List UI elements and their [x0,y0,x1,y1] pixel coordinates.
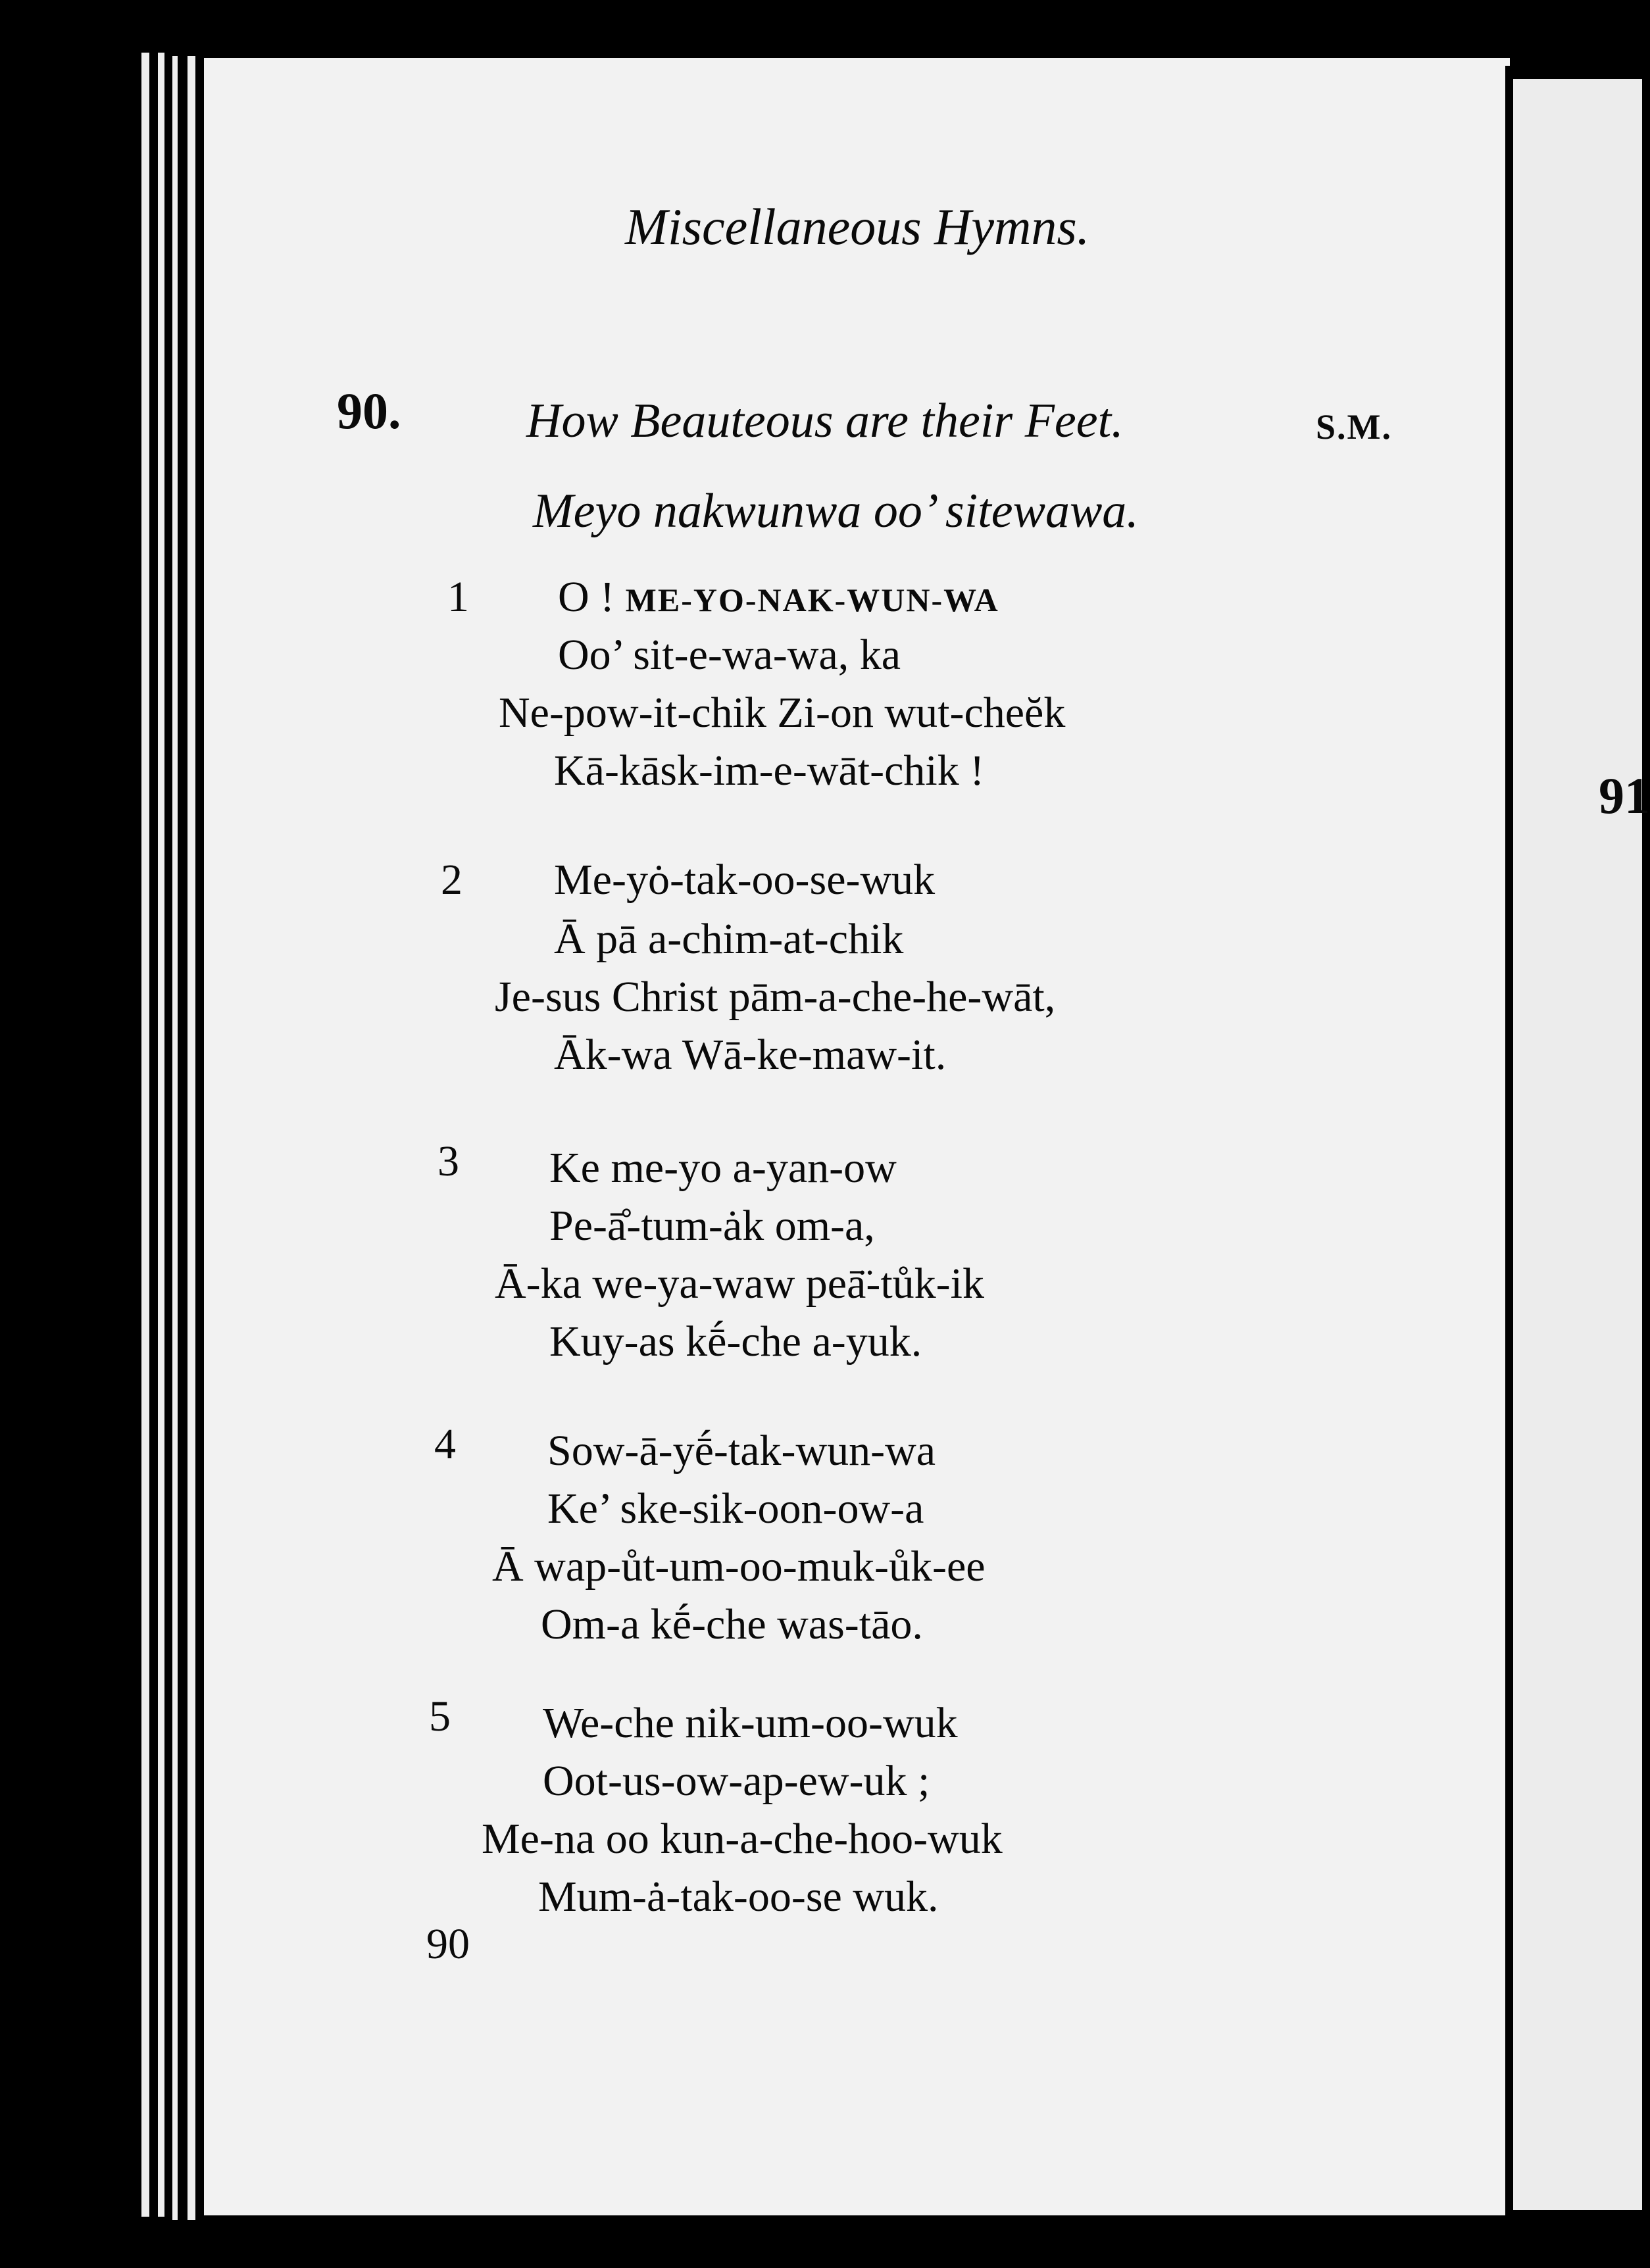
hymn-title: How Beauteous are their Feet. [526,394,1124,448]
verse-line: Oot-us-ow-ap-ew-uk ; [543,1757,930,1805]
verse-number: 4 [434,1420,456,1468]
verse-line: Kuy-as kḗ-che a-yuk. [549,1318,922,1366]
verse-number: 2 [441,856,463,904]
hymn-subtitle: Meyo nakwunwa oo’ sitewawa. [533,484,1139,538]
verse-line: Ā pā a-chim-at-chik [554,915,904,963]
verse-line: Ke’ ske-sik-oon-ow-a [547,1485,924,1533]
verse-line [558,572,999,622]
verse-line: Je-sus Christ pām-a-che-he-wāt, [495,973,1056,1021]
verse-line-start: O ! [558,573,626,621]
verse-line: Ke me-yo a-yan-ow [549,1144,897,1192]
verse-line-smallcaps: ME-YO-NAK-WUN-WA [625,581,999,618]
verse-line: Ā-ka we-ya-waw peā̈-tůk-ik [495,1260,984,1308]
verse-number: 5 [429,1692,451,1740]
verse-line: Pe-ā̊-tum-ȧk om-a, [549,1202,875,1250]
page-edge-line [172,56,178,2220]
verse-line: Om-a kḗ-che was-tāo. [541,1600,923,1648]
verse-line: Mum-ȧ-tak-oo-se wuk. [538,1873,939,1921]
facing-page-number: 91 [1599,767,1650,824]
hymn-number: 90. [337,382,401,439]
hymn-meter: S.M. [1316,407,1392,447]
page-edge-line [141,53,149,2217]
verse-line: We-che nik-um-oo-wuk [543,1699,958,1747]
facing-page [1513,79,1642,2210]
verse-line: Oo’ sit-e-wa-wa, ka [558,631,901,679]
verse-line: Me-na oo kun-a-che-hoo-wuk [482,1815,1003,1863]
verse-line: Kā-kāsk-im-e-wāt-chik ! [554,747,985,795]
running-head: Miscellaneous Hymns. [625,198,1090,255]
verse-line: Sow-ā-yḗ-tak-wun-wa [547,1427,936,1475]
verse-line: Āk-wa Wā-ke-maw-it. [554,1031,947,1079]
page-edge-line [158,53,164,2217]
verse-number: 1 [447,573,469,621]
verse-line: Me-yȯ-tak-oo-se-wuk [554,856,936,904]
page-edge-line [188,56,195,2220]
verse-line: Ne-pow-it-chik Zi-on wut-cheĕk [499,689,1066,737]
verse-number: 3 [438,1137,459,1185]
verse-line: Ā wap-ůt-um-oo-muk-ůk-ee [492,1542,986,1590]
book-spine [0,0,141,2268]
page-number: 90 [426,1920,470,1968]
